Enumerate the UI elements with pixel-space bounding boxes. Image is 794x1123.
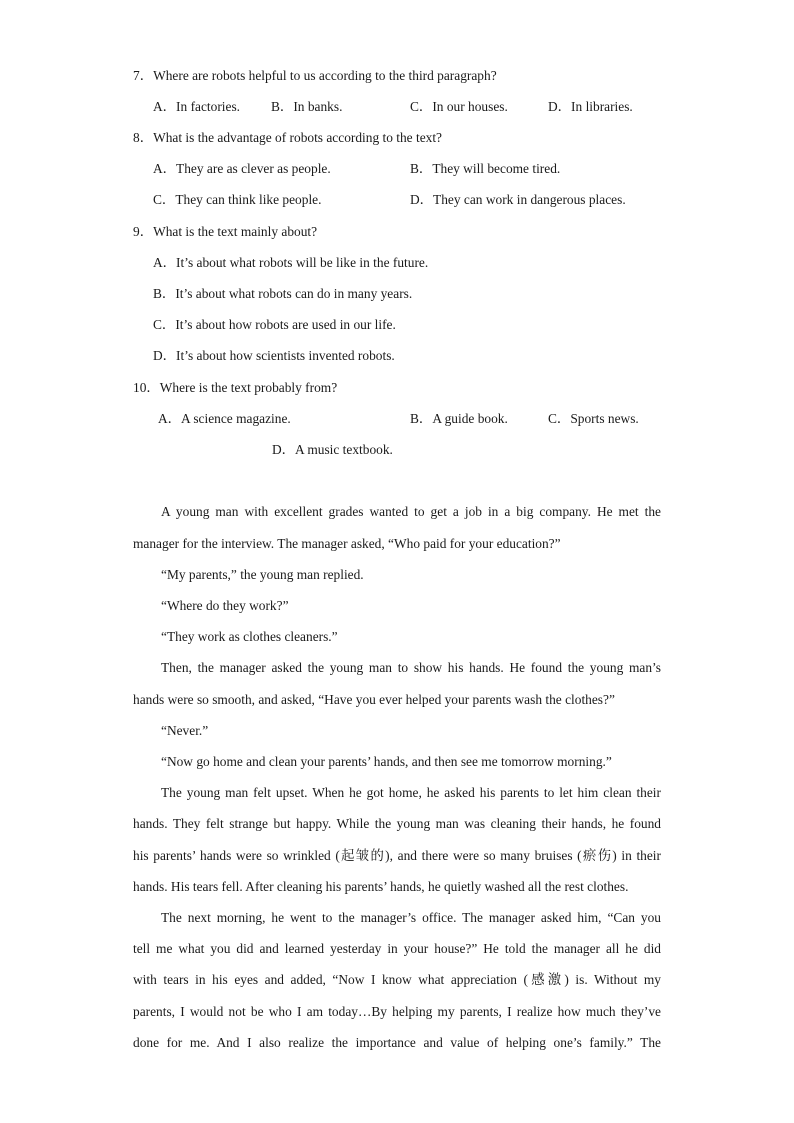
question-7-stem: 7．Where are robots helpful to us according to the third paragraph? <box>133 68 497 83</box>
passage-line: hands. His tears fell. After cleaning his parents’ hands, he quietly washed all the rest clothes. <box>133 879 629 894</box>
question-9-stem: 9．What is the text mainly about? <box>133 224 318 239</box>
question-10-option-b: B．A guide book. <box>410 411 508 426</box>
question-7-option-a: A．In factories. <box>153 99 241 114</box>
question-7-option-d: D．In libraries. <box>548 99 633 114</box>
passage-line: The young man felt upset. When he got home, he asked his parents to let him clean their <box>161 785 661 800</box>
question-9-option-b: B．It’s about what robots can do in many years. <box>153 286 413 301</box>
question-9-option-d: D．It’s about how scientists invented robots. <box>153 348 395 363</box>
question-10-option-d: D．A music textbook. <box>272 442 393 457</box>
question-9-option-c: C．It’s about how robots are used in our life. <box>153 317 396 332</box>
passage-line: done for me. And I also realize the importance and value of helping one’s family.” The <box>133 1035 661 1050</box>
question-8-option-c: C．They can think like people. <box>153 192 322 207</box>
question-8-option-b: B．They will become tired. <box>410 161 561 176</box>
passage-line: tell me what you did and learned yesterday in your house?” He told the manager all he did <box>133 941 661 956</box>
question-8-stem: 8．What is the advantage of robots according to the text? <box>133 130 442 145</box>
passage-line: “Now go home and clean your parents’ hands, and then see me tomorrow morning.” <box>161 754 612 769</box>
passage-line: with tears in his eyes and added, “Now I know what appreciation (感激) is. Without my <box>133 972 661 987</box>
question-8-option-d: D．They can work in dangerous places. <box>410 192 626 207</box>
passage-line: his parents’ hands were so wrinkled (起皱的), and there were so many bruises (瘀伤) in their <box>133 848 661 863</box>
question-8-option-a: A．They are as clever as people. <box>153 161 331 176</box>
passage-line: manager for the interview. The manager asked, “Who paid for your education?” <box>133 536 561 551</box>
passage-line: “Where do they work?” <box>161 598 289 613</box>
question-10-option-c: C．Sports news. <box>548 411 639 426</box>
passage-line: parents, I would not be who I am today…By helping my parents, I realize how much they’ve <box>133 1004 661 1019</box>
question-10-stem: 10．Where is the text probably from? <box>133 380 338 395</box>
question-7-option-c: C．In our houses. <box>410 99 508 114</box>
passage-line: “Never.” <box>161 723 209 738</box>
passage-line: Then, the manager asked the young man to show his hands. He found the young man’s <box>161 660 661 675</box>
question-9-option-a: A．It’s about what robots will be like in the future. <box>153 255 429 270</box>
passage-line: hands. They felt strange but happy. While the young man was cleaning their hands, he found <box>133 816 661 831</box>
passage-line: hands were so smooth, and asked, “Have you ever helped your parents wash the clothes?” <box>133 692 615 707</box>
question-10-option-a: A．A science magazine. <box>158 411 291 426</box>
passage-line: A young man with excellent grades wanted to get a job in a big company. He met the <box>161 504 661 519</box>
passage-line: “They work as clothes cleaners.” <box>161 629 338 644</box>
passage-line: “My parents,” the young man replied. <box>161 567 364 582</box>
question-7-option-b: B．In banks. <box>271 99 343 114</box>
passage-line: The next morning, he went to the manager’s office. The manager asked him, “Can you <box>161 910 661 925</box>
